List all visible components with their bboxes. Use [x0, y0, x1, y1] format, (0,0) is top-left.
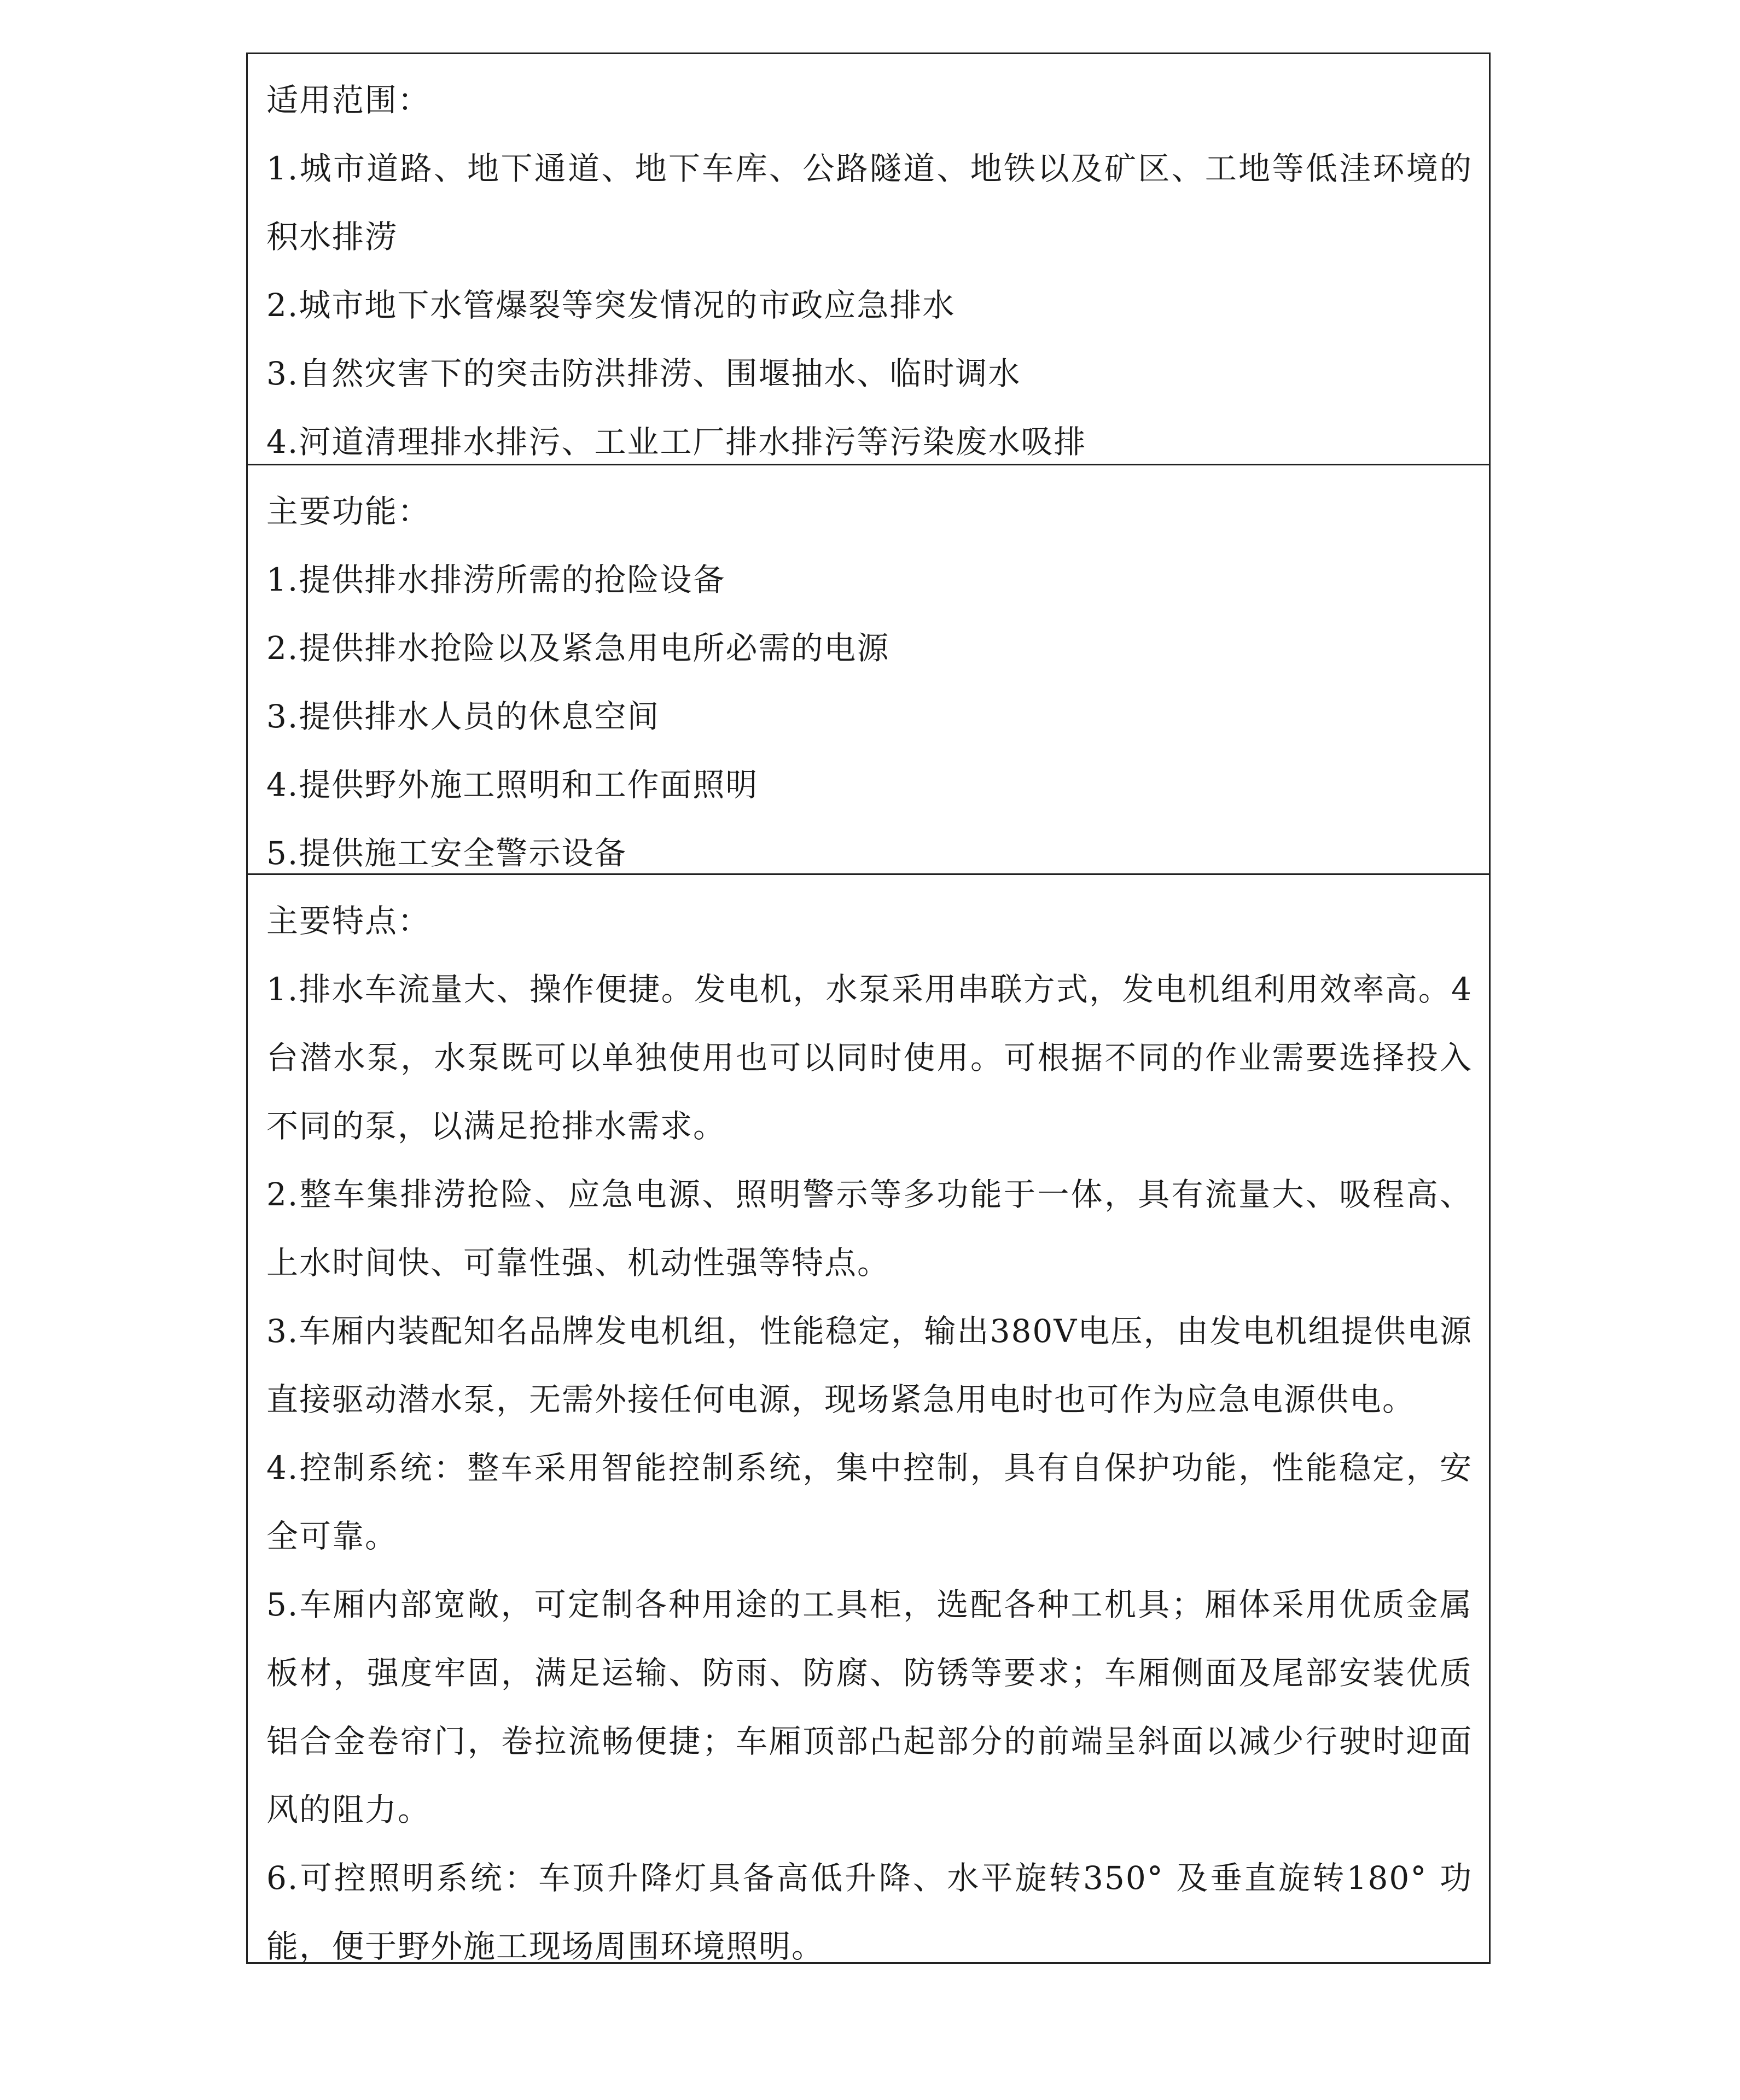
scope-item: 4.河道清理排水排污、工业工厂排水排污等污染废水吸排	[266, 423, 1087, 460]
function-item: 1.提供排水排涝所需的抢险设备	[266, 561, 726, 598]
features-heading: 主要特点：	[266, 902, 431, 940]
spec-table	[246, 52, 1491, 1964]
feature-item: 3.车厢内装配知名品牌发电机组，性能稳定，输出380V电压，由发电机组提供电源直接驱动潜水泵，无需外接任何电源，现场紧急用电时也可作为应急电源供电。	[266, 1312, 1473, 1418]
function-item: 5.提供施工安全警示设备	[266, 835, 627, 872]
scope-item: 3.自然灾害下的突击防洪排涝、围堰抽水、临时调水	[266, 355, 1021, 392]
scope-section	[248, 54, 1489, 465]
feature-item: 1.排水车流量大、操作便捷。发电机，水泵采用串联方式，发电机组利用效率高。4台潜水泵，水泵既可以单独使用也可以同时使用。可根据不同的作业需要选择投入不同的泵，以满足抢排水需求。	[266, 971, 1473, 1145]
feature-item: 5.车厢内部宽敞，可定制各种用途的工具柜，选配各种工机具；厢体采用优质金属板材，强度牢固，满足运输、防雨、防腐、防锈等要求；车厢侧面及尾部安装优质铝合金卷帘门，卷拉流畅便捷；车厢顶部凸起部分的前端呈斜面以减少行驶时迎面风的阻力。	[266, 1586, 1473, 1828]
scope-item: 2.城市地下水管爆裂等突发情况的市政应急排水	[266, 287, 956, 324]
function-item: 3.提供排水人员的休息空间	[266, 698, 660, 735]
functions-section	[248, 465, 1489, 875]
scope-item: 1.城市道路、地下通道、地下车库、公路隧道、地铁以及矿区、工地等低洼环境的积水排涝	[266, 150, 1473, 255]
features-section	[248, 875, 1489, 1965]
feature-item: 2.整车集排涝抢险、应急电源、照明警示等多功能于一体，具有流量大、吸程高、上水时间快、可靠性强、机动性强等特点。	[266, 1176, 1473, 1281]
scope-heading: 适用范围：	[266, 81, 431, 119]
functions-heading: 主要功能：	[266, 493, 431, 530]
feature-item: 6.可控照明系统：车顶升降灯具备高低升降、水平旋转350° 及垂直旋转180° 功能，便于野外施工现场周围环境照明。	[266, 1859, 1473, 1965]
function-item: 2.提供排水抢险以及紧急用电所必需的电源	[266, 629, 890, 667]
feature-item: 4.控制系统：整车采用智能控制系统，集中控制，具有自保护功能，性能稳定，安全可靠。	[266, 1449, 1473, 1555]
function-item: 4.提供野外施工照明和工作面照明	[266, 766, 759, 803]
